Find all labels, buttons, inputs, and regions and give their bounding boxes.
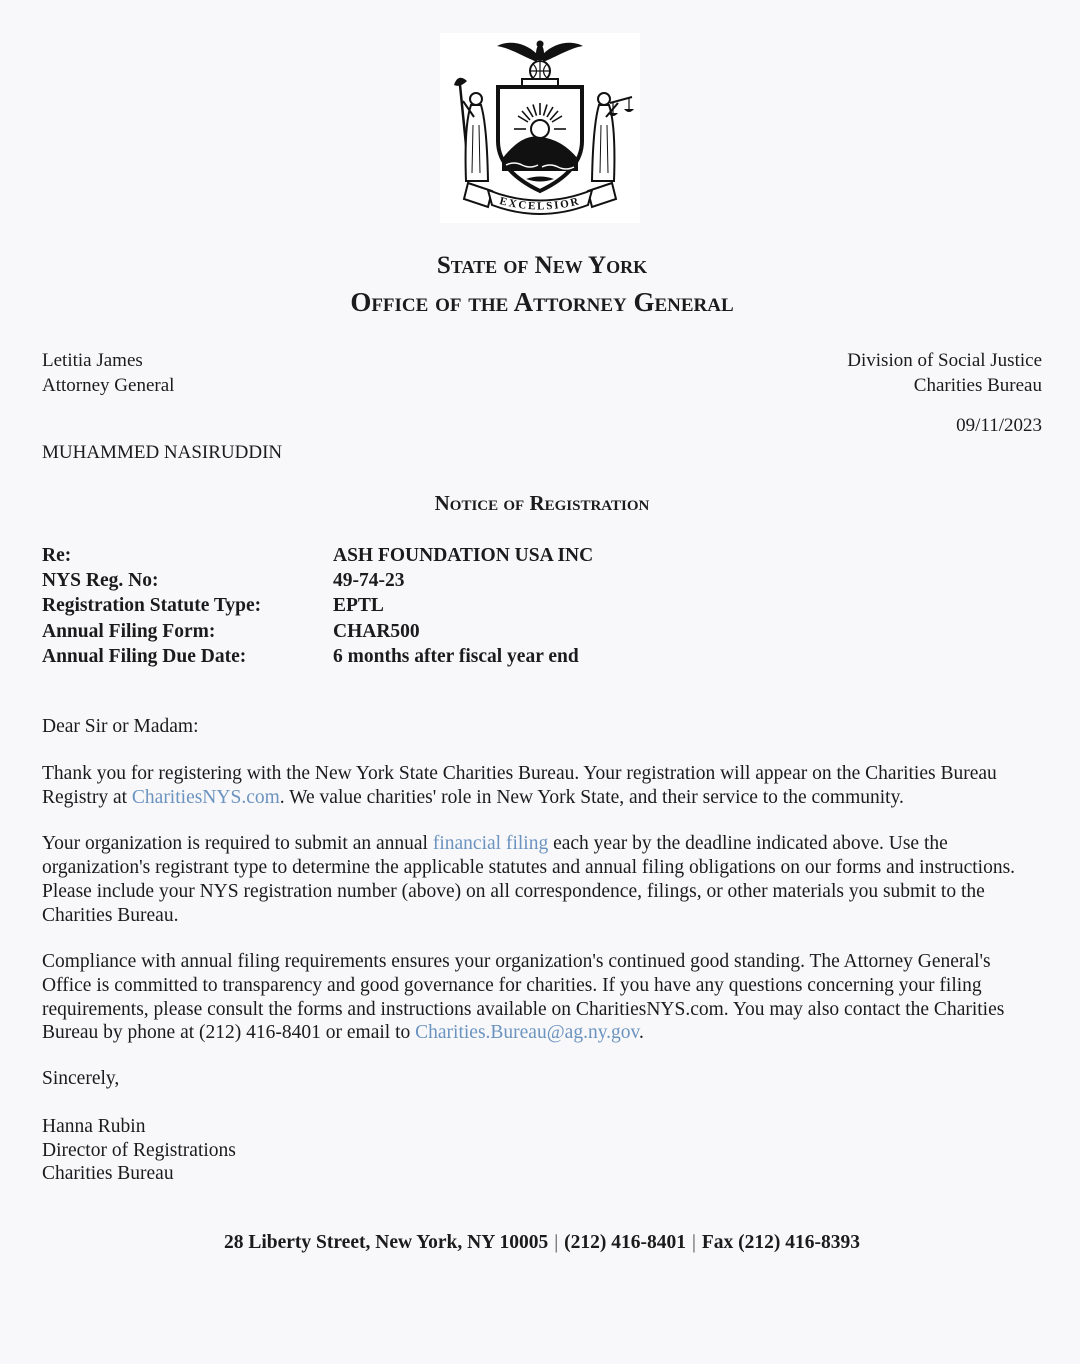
text-segment: . We value charities' role in New York State, and their service to the community.: [279, 786, 904, 808]
attorney-general-block: [42, 348, 174, 398]
footer-phone: (212) 416-8401: [564, 1232, 686, 1254]
official-title: Attorney General: [42, 375, 175, 396]
field-value: CHAR500: [333, 620, 420, 642]
salutation: Dear Sir or Madam:: [42, 716, 199, 738]
field-value: ASH FOUNDATION USA INC: [333, 545, 594, 566]
office-heading: Office of the Attorney General: [350, 287, 734, 317]
field-label: Re:: [42, 545, 72, 566]
field-label: NYS Reg. No:: [42, 570, 159, 592]
field-row-filing-form: [42, 619, 1042, 644]
paragraph-compliance: [42, 950, 1042, 1045]
field-label: Registration Statute Type:: [42, 595, 262, 617]
footer-separator: |: [691, 1232, 696, 1254]
text-segment: Compliance with annual filing requirements ensures your organization's continued good standing. The Attorney General's Office is committed to transparency and good governance for charities. If you have any questions concerning your filing requirements, please consult the forms and instructions available on CharitiesNYS.com. You may also contact the Charities Bureau by phone at (212) 416-8401 or email to: [42, 951, 1005, 1044]
scales-icon: [608, 97, 634, 116]
text-segment: Thank you for registering with the New York State Charities Bureau. Your registration will appear on the Charities Bureau Registry at: [42, 763, 997, 808]
field-label: Annual Filing Due Date:: [42, 645, 247, 667]
signature-block: [42, 1115, 1042, 1186]
division-name: Division of Social Justice: [847, 350, 1042, 371]
bureau-name: Charities Bureau: [913, 375, 1042, 396]
ny-coat-of-arms-seal: [440, 33, 640, 223]
closing: Sincerely,: [42, 1068, 120, 1090]
letter-date: 09/11/2023: [956, 415, 1042, 436]
inline-link[interactable]: CharitiesNYS.com: [131, 786, 280, 808]
footer-address: 28 Liberty Street, New York, NY 10005: [223, 1232, 549, 1254]
paragraph-registration: [42, 762, 1042, 809]
field-value: 6 months after fiscal year end: [333, 645, 579, 667]
state-heading: State of New York: [436, 252, 648, 279]
ny-state-seal: [440, 33, 640, 223]
seal-motto-text: EXCELSIOR: [498, 195, 582, 213]
text-segment: .: [639, 1022, 644, 1044]
footer-separator: |: [554, 1232, 559, 1254]
field-value: EPTL: [333, 595, 384, 617]
footer-contact-line: [42, 1231, 1042, 1255]
field-row-due-date: [42, 644, 1042, 669]
signer-org: Charities Bureau: [42, 1163, 174, 1185]
eagle-icon: [497, 41, 583, 63]
field-label: Annual Filing Form:: [42, 620, 216, 642]
official-name: Letitia James: [42, 350, 143, 371]
letterhead-info-row: [42, 348, 1042, 398]
field-value: 49-74-23: [333, 570, 405, 592]
field-row-statute-type: [42, 593, 1042, 618]
registration-fields: [42, 543, 1042, 669]
seal-container: [0, 0, 1080, 228]
field-row-re: [42, 543, 1042, 568]
recipient-name: MUHAMMED NASIRUDDIN: [42, 442, 283, 463]
signer-name: Hanna Rubin: [42, 1116, 146, 1138]
notice-title: Notice of Registration: [434, 491, 650, 515]
text-segment: Your organization is required to submit an annual: [42, 833, 433, 855]
field-row-reg-no: [42, 568, 1042, 593]
paragraph-filing-requirements: [42, 832, 1042, 927]
shield: [498, 87, 582, 191]
footer-fax: Fax (212) 416-8393: [701, 1232, 861, 1254]
division-block: [847, 348, 1042, 398]
inline-link[interactable]: financial filing: [432, 833, 549, 855]
liberty-figure-icon: [454, 78, 488, 181]
text-segment: each year by the deadline indicated above. Use the organization's registrant type to determine the applicable statutes and annual filing obligations on our forms and instructions. Please include your NYS registration number (above) on all correspondence, filings, or other materials you submit to the Charities Bureau.: [42, 833, 1016, 926]
justice-figure-icon: [592, 93, 634, 181]
inline-link[interactable]: Charities.Bureau@ag.ny.gov: [415, 1022, 640, 1044]
signer-title: Director of Registrations: [42, 1139, 236, 1161]
